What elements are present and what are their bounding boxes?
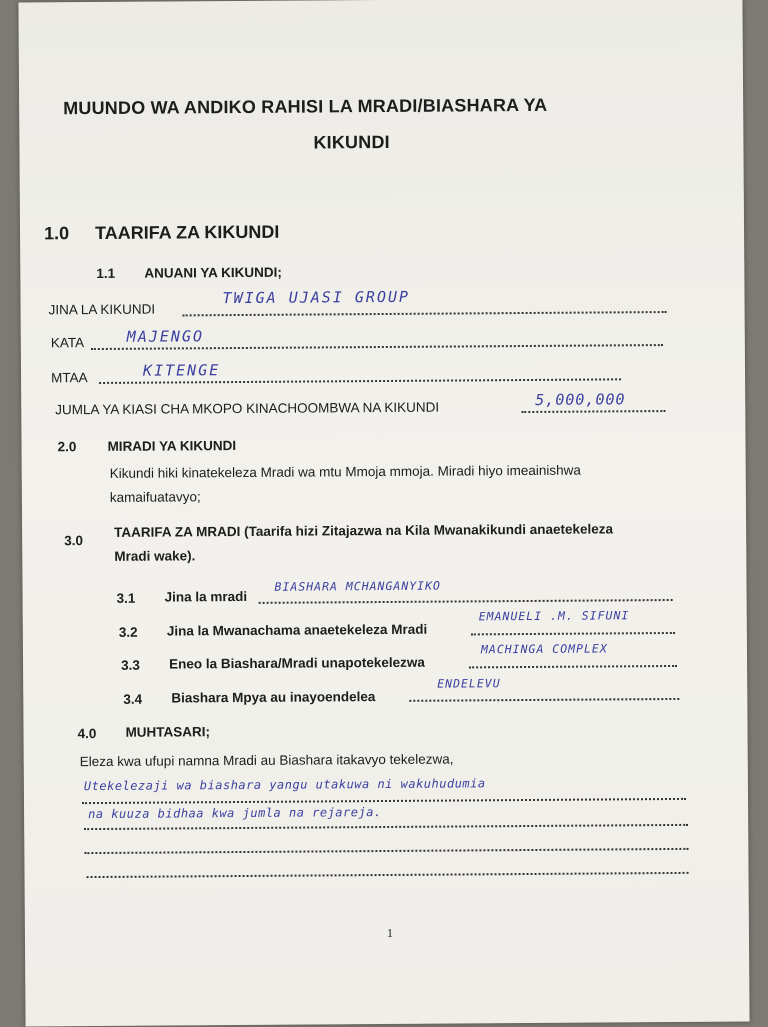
- section-3-heading: [114, 517, 634, 569]
- item-3-3-number: 3.3: [121, 657, 140, 673]
- summary-text-2: na kuuza bidhaa kwa jumla na rejareja.: [88, 805, 382, 822]
- summary-text-1: Utekelezaji wa biashara yangu utakuwa ni wakuhudumia: [83, 776, 486, 794]
- item-3-1-label: Jina la mradi: [164, 588, 248, 605]
- ward-value: MAJENGO: [126, 327, 205, 346]
- item-3-3-label: Eneo la Biashara/Mradi unapotekelezwa: [169, 654, 425, 672]
- section-1-number: 1.0: [43, 223, 70, 244]
- item-3-1-value: BIASHARA MCHANGANYIKO: [274, 578, 441, 594]
- item-3-4-number: 3.4: [123, 691, 143, 707]
- loan-amount-label: JUMLA YA KIASI CHA MKOPO KINACHOOMBWA NA KIKUNDI: [55, 399, 440, 418]
- item-3-4-value: ENDELEVU: [437, 676, 501, 691]
- item-3-3-line: [469, 665, 677, 668]
- item-3-4-label: Biashara Mpya au inayoendelea: [171, 689, 376, 706]
- section-4-number: 4.0: [77, 726, 97, 742]
- item-3-2-line: [471, 632, 675, 635]
- title-line-2: KIKUNDI: [313, 131, 390, 153]
- section-3-number: 3.0: [64, 533, 84, 549]
- summary-line-4: [87, 872, 689, 878]
- ward-label: KATA: [50, 335, 85, 351]
- summary-line-2: [84, 824, 688, 830]
- item-3-2-number: 3.2: [118, 624, 138, 640]
- section-4-heading: MUHTASARI;: [125, 724, 211, 740]
- item-3-2-label: Jina la Mwanachama anaetekeleza Mradi: [166, 621, 428, 639]
- page-number: 1: [386, 925, 393, 940]
- section-2-body: Kikundi hiki kinatekeleza Mradi wa mtu Mmoja mmoja. Miradi hiyo imeainishwa kamaifuatavyo;: [109, 462, 581, 505]
- section-2-number: 2.0: [57, 439, 77, 455]
- section-1-heading: TAARIFA ZA KIKUNDI: [94, 221, 280, 244]
- street-value: KITENGE: [142, 361, 221, 380]
- section-2-heading: MIRADI YA KIKUNDI: [107, 438, 237, 454]
- section-3-note: (Taarifa hizi Zitajazwa na Kila Mwanakikundi anaetekeleza Mradi wake).: [114, 521, 614, 564]
- section-1-1-number: 1.1: [96, 265, 116, 282]
- document-page: [18, 0, 749, 1027]
- summary-line-1: [82, 798, 686, 804]
- section-1-1-heading: ANUANI YA KIKUNDI;: [144, 264, 282, 281]
- item-3-4-line: [409, 698, 679, 702]
- loan-amount-line: [521, 410, 665, 413]
- item-3-1-number: 3.1: [116, 590, 136, 606]
- summary-prompt: Eleza kwa ufupi namna Mradi au Biashara itakavyo tekelezwa,: [79, 751, 454, 770]
- group-name-label: JINA LA KIKUNDI: [48, 301, 156, 318]
- loan-amount-value: 5,000,000: [535, 390, 626, 409]
- item-3-3-value: MACHINGA COMPLEX: [480, 641, 608, 657]
- street-label: MTAA: [51, 370, 88, 386]
- section-3-title: TAARIFA ZA MRADI: [114, 524, 241, 540]
- group-name-line: [183, 311, 667, 316]
- summary-line-3: [84, 848, 688, 854]
- title-line-1: MUUNDO WA ANDIKO RAHISI LA MRADI/BIASHARA YA: [63, 94, 548, 119]
- item-3-2-value: EMANUELI .M. SIFUNI: [478, 608, 630, 624]
- item-3-1-line: [259, 599, 673, 604]
- group-name-value: TWIGA UJASI GROUP: [222, 287, 411, 308]
